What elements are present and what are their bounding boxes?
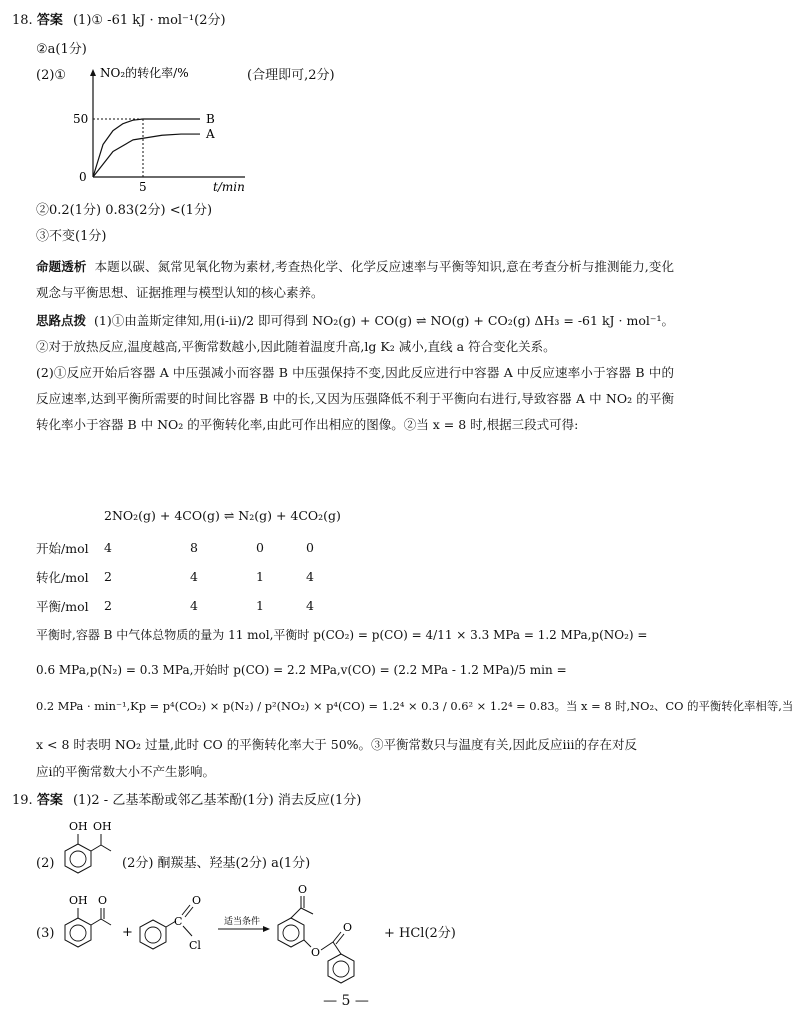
calc-line2: 0.6 MPa,p(N₂) = 0.3 MPa,开始时 p(CO) = 2.2 MPa,v(CO) = (2.2 MPa - 1.2 MPa)/5 min = (36, 663, 567, 677)
q19-part2-text: (2分) 酮羰基、羟基(2分) a(1分) (122, 856, 311, 871)
row-value: 8 (190, 540, 198, 555)
plus-sign: + (122, 925, 133, 940)
calc-line5: 应ⅰ的平衡常数大小不产生影响。 (36, 764, 215, 779)
atom-o-5: O (343, 921, 353, 934)
calc-line1: 平衡时,容器 B 中气体总物质的量为 11 mol,平衡时 p(CO₂) = p(CO) = 4/11 × 3.3 MPa = 1.2 MPa,p(NO₂) = (36, 628, 648, 642)
x-axis-label: t/min (213, 180, 245, 194)
series-label-B: B (206, 112, 215, 126)
q18-part1: (1)① -61 kJ · mol⁻¹(2分) (72, 13, 226, 28)
analysis-text: 本题以碳、氮常见氧化物为素材,考查热化学、化学反应速率与平衡等知识,意在考查分析与推测能力,变化观念与平衡思想、证据推理与模型认知的核心素养。 (36, 259, 674, 300)
q19-product: + HCl(2分) (384, 926, 456, 941)
analysis-block (36, 254, 674, 306)
y-axis-label: NO₂的转化率/% (100, 66, 189, 80)
row-value: 2 (104, 569, 112, 584)
calc-line4: x < 8 时表明 NO₂ 过量,此时 CO 的平衡转化率大于 50%。③平衡常数只与温度有关,因此反应ⅲ的存在对反 (36, 737, 637, 752)
row-label: 平衡/mol (36, 598, 89, 614)
row-value: 2 (104, 598, 112, 613)
q18-number: 18. (12, 13, 33, 28)
origin-label: 0 (79, 170, 87, 184)
q19-part1: (1)2 - 乙基苯酚或邻乙基苯酚(1分) 消去反应(1分) (72, 793, 362, 808)
q19-line1 (12, 792, 361, 810)
hint-block (36, 308, 674, 438)
calc-line3: 0.2 MPa · min⁻¹,Kp = p⁴(CO₂) × p(N₂) / p²(NO₂) × p⁴(CO) = 1.2⁴ × 0.3 / 0.6² × 1.2⁴ = 0.83。当 x = 8 时,NO₂、CO 的平衡转化率相等,当 (36, 699, 793, 713)
equilibrium-row (36, 562, 336, 591)
page-number: — 5 — (323, 993, 369, 1009)
series-label-A: A (206, 127, 215, 142)
row-value: 1 (256, 569, 264, 584)
row-value: 4 (190, 569, 198, 584)
q19-part2-label: (2) (36, 856, 55, 871)
y-axis-arrow (90, 69, 96, 76)
q18-part2c: ③不变(1分) (36, 229, 107, 244)
atom-o-2: O (192, 894, 202, 907)
row-value: 4 (306, 569, 314, 584)
atom-c: C (174, 915, 183, 928)
equilibrium-table (36, 533, 336, 620)
y-tick-label: 50 (73, 112, 89, 126)
atom-oh-1: OH (69, 820, 88, 833)
conversion-chart (60, 62, 260, 192)
x-tick-label: 5 (139, 180, 147, 194)
q18-part2b: ②0.2(1分) 0.83(2分) <(1分) (36, 203, 213, 218)
row-label: 转化/mol (36, 569, 89, 585)
row-value: 4 (190, 598, 198, 613)
atom-cl: Cl (189, 939, 201, 952)
hint-label: 思路点拨 (36, 313, 87, 328)
q19-part3-label: (3) (36, 926, 55, 941)
q18-part2-note: (合理即可,2分) (247, 68, 335, 83)
q18-part1b: ②a(1分) (36, 42, 87, 57)
row-value: 1 (256, 598, 264, 613)
reaction-equation: 2NO₂(g) + 4CO(g) ⇌ N₂(g) + 4CO₂(g) (104, 508, 341, 523)
equilibrium-row (36, 591, 336, 620)
atom-oh-3: OH (69, 894, 88, 907)
row-value: 4 (306, 598, 314, 613)
analysis-label: 命题透析 (36, 259, 87, 274)
series-line-B (93, 119, 200, 177)
q18-answer-label: 答案 (36, 13, 63, 28)
series-line-A (93, 134, 200, 177)
atom-oh-2: OH (93, 820, 112, 833)
row-value: 4 (104, 540, 112, 555)
hint-p1: (1)①由盖斯定律知,用(ⅰ-ⅱ)/2 即可得到 NO₂(g) + CO(g) ⇌ NO(g) + CO₂(g) ΔH₃ = -61 kJ · mol⁻¹。②对于放热反应,温度越高,平衡常数越小,因此随着温度升高,lg K₂ 减小,直线 a 符合变化关系。 (36, 313, 674, 354)
q19-answer-label: 答案 (36, 793, 63, 808)
atom-o-4: O (311, 946, 321, 959)
q18-part2-label: (2)① (36, 68, 67, 83)
structure-hydroxyphenyl-ethanol (58, 818, 118, 880)
atom-o-1: O (98, 894, 108, 907)
atom-o-3: O (298, 883, 308, 896)
row-label: 开始/mol (36, 540, 89, 556)
reaction-condition: 适当条件 (224, 917, 261, 927)
hint-p2: (2)①反应开始后容器 A 中压强减小而容器 B 中压强保持不变,因此反应进行中容器 A 中反应速率小于容器 B 中的反应速率,达到平衡所需要的时间比容器 B 中的长,又因为压强降低不利于平衡向右进行,导致容器 A 中 NO₂ 的平衡转化率小于容器 B 中 NO₂ 的平衡转化率,由此可作出相应的图像。②当 x = 8 时,根据三段式可得: (36, 365, 674, 432)
row-value: 0 (306, 540, 314, 555)
row-value: 0 (256, 540, 264, 555)
q18-line1 (12, 12, 226, 30)
equilibrium-row (36, 533, 336, 562)
q19-number: 19. (12, 793, 33, 808)
